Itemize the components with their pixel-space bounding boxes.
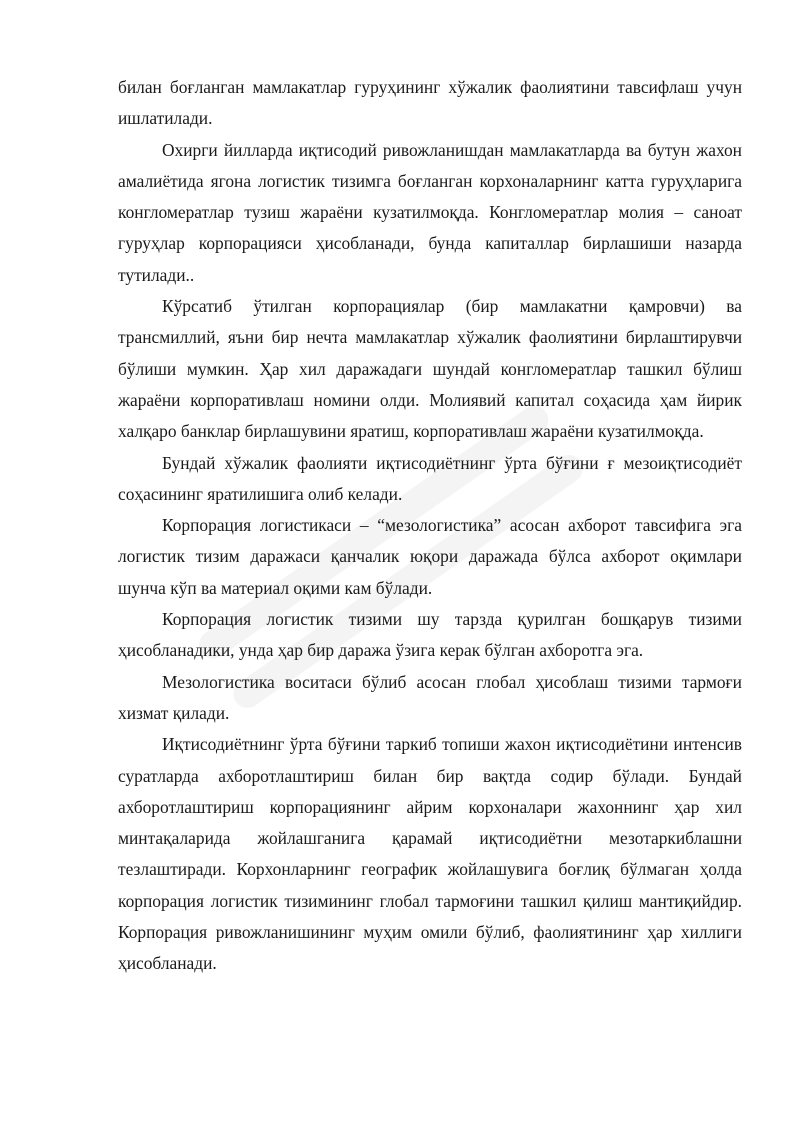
paragraph-5: Корпорация логистикаси – “мезологистика” асосан ахборот тавсифига эга логистик тизим даражаси қанчалик юқори даражада бўлса ахборот оқимлари шунча кўп ва материал оқими кам бўлади.: [118, 515, 742, 598]
paragraph-2: Охирги йилларда иқтисодий ривожланишдан мамлакатларда ва бутун жахон амалиётида ягона логистик тизимга боғланган корхоналарнинг катта гуруҳларига конгломератлар тузиш жараёни кузатилмоқда. Конгломератлар молия – саноат гуруҳлар корпорацияси ҳисобланади, бунда капиталлар бирлашиши назарда тутилади..: [118, 139, 742, 285]
paragraph-1: билан боғланган мамлакатлар гуруҳининг хўжалик фаолиятини тавсифлаш учун ишлатилади.: [118, 77, 742, 129]
body-text: [118, 72, 742, 980]
paragraph-6: Корпорация логистик тизими шу тарзда қурилган бошқарув тизими ҳисобланадики, унда ҳар бир даража ўзига керак бўлган ахборотга эга.: [118, 609, 742, 661]
paragraph-3: Кўрсатиб ўтилган корпорациялар (бир мамлакатни қамровчи) ва трансмиллий, яъни бир нечта мамлакатлар хўжалик фаолиятини бирлаштирувчи бўлиши мумкин. Ҳар хил даражадаги шундай конгломератлар ташкил бўлиш жараёни корпоративлаш номини олди. Молиявий капитал соҳасида ҳам йирик халқаро банклар бирлашувини яратиш, корпоративлаш жараёни кузатилмоқда.: [118, 296, 742, 442]
paragraph-4: Бундай хўжалик фаолияти иқтисодиётнинг ўрта бўғини ғ мезоиқтисодиёт соҳасининг яратилишига олиб келади.: [118, 452, 742, 504]
paragraph-8: Иқтисодиётнинг ўрта бўғини таркиб топиши жахон иқтисодиётини интенсив суратларда ахборотлаштириш билан бир вақтда содир бўлади. Бундай ахборотлаштириш корпорациянинг айрим корхоналари жахоннинг ҳар хил минтақаларида жойлашганига қарамай иқтисодиётни мезотаркиблашни тезлаштиради. Корхонларнинг географик жойлашувига боғлиқ бўлмаган ҳолда корпорация логистик тизимининг глобал тармоғини ташкил қилиш мантиқийдир. Корпорация ривожланишининг муҳим омили бўлиб, фаолиятининг ҳар хиллиги ҳисобланади.: [118, 734, 742, 974]
paragraph-7: Мезологистика воситаси бўлиб асосан глобал ҳисоблаш тизими тармоғи хизмат қилади.: [118, 671, 742, 723]
